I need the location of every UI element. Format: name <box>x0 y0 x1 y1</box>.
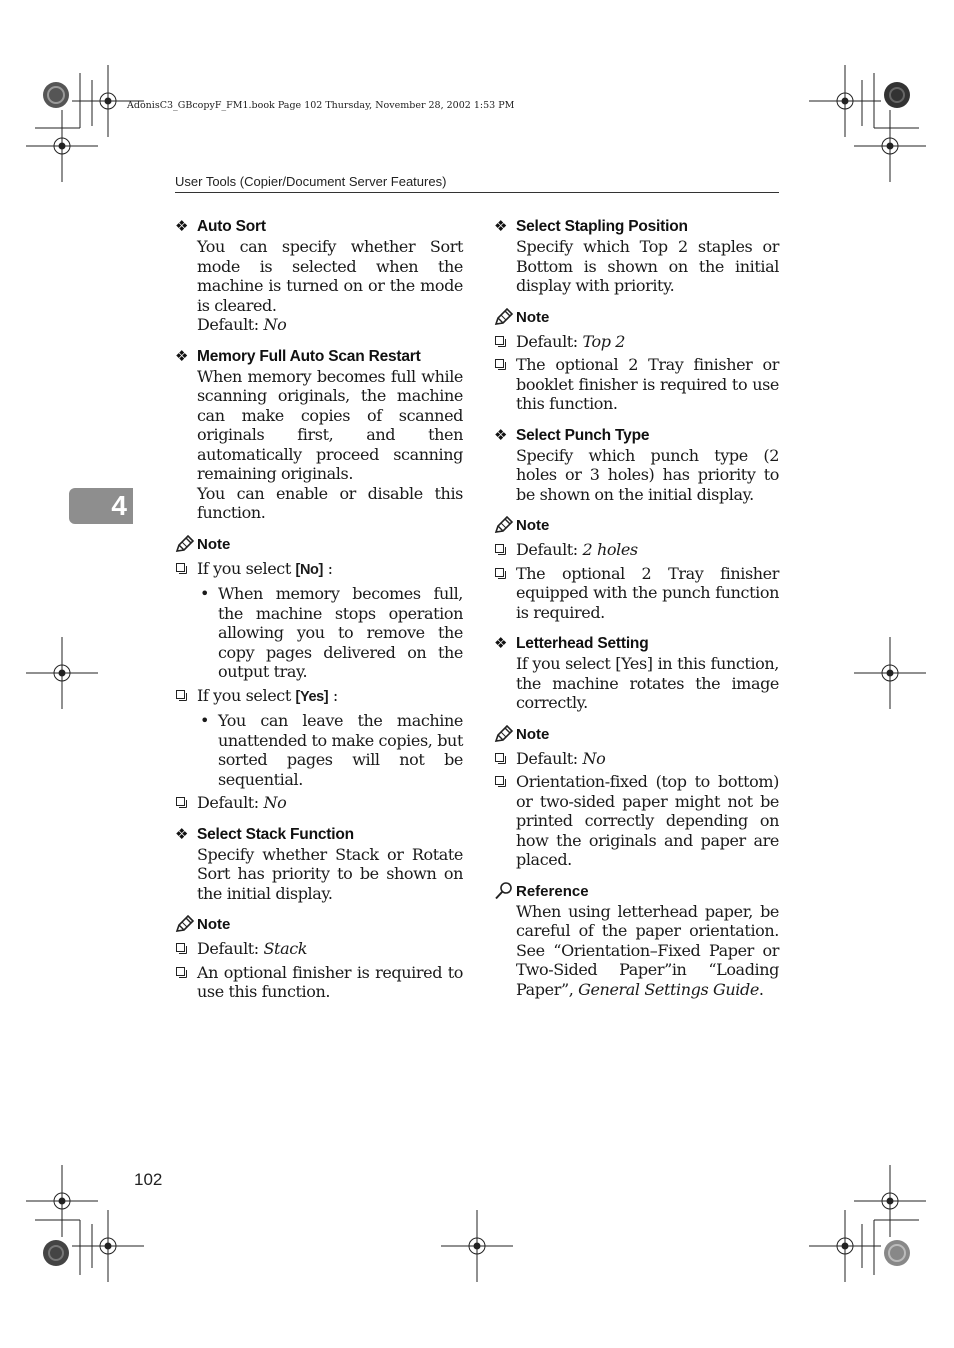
register-cross-icon <box>26 1165 98 1237</box>
reference-link: General Settings Guide <box>578 979 759 999</box>
checkbox-bullet-icon <box>176 943 187 954</box>
section-title: Letterhead Setting <box>516 635 649 652</box>
checkbox-bullet-icon <box>495 544 506 555</box>
default-value: No <box>263 793 287 812</box>
diamond-bullet-icon: ❖ <box>175 217 189 235</box>
tone-disc-icon <box>884 1240 910 1266</box>
register-cross-icon <box>72 1210 144 1282</box>
checkbox-bullet-icon <box>495 776 506 787</box>
default-value: Stack <box>263 939 308 958</box>
note-heading: Note <box>175 914 463 935</box>
note-item: An optional finisher is required to use this function. <box>175 963 463 1002</box>
section-letterhead <box>494 633 779 999</box>
register-cross-icon <box>854 1165 926 1237</box>
register-cross-icon <box>26 637 98 709</box>
section-body: Specify whether Stack or Rotate Sort has priority to be shown on the initial display. <box>197 844 463 903</box>
header-rule <box>175 192 779 193</box>
key-yes: [Yes] <box>295 688 329 705</box>
diamond-bullet-icon: ❖ <box>494 217 508 235</box>
pencil-note-icon <box>175 915 195 933</box>
page-number: 102 <box>134 1170 163 1189</box>
checkbox-bullet-icon <box>495 753 506 764</box>
right-column <box>494 216 779 1010</box>
section-body: You can enable or disable this function. <box>197 483 463 522</box>
running-header: User Tools (Copier/Document Server Features) <box>175 174 447 189</box>
pencil-note-icon <box>494 308 514 326</box>
section-title: Select Stack Function <box>197 825 354 843</box>
section-punch <box>494 425 779 623</box>
bullet-dot-icon: • <box>200 711 210 730</box>
register-cross-icon <box>441 1210 513 1282</box>
section-title: Select Punch Type <box>516 426 650 444</box>
checkbox-bullet-icon <box>176 563 187 574</box>
note-item: If you select [No] : <box>175 559 463 581</box>
checkbox-bullet-icon <box>176 797 187 808</box>
tone-disc-icon <box>43 1240 69 1266</box>
section-body: You can specify whether Sort mode is selected when the machine is turned on or the mode is cleared. <box>197 237 463 315</box>
checkbox-bullet-icon <box>495 359 506 370</box>
bullet-dot-icon: • <box>200 584 210 603</box>
default-value: 2 holes <box>582 540 638 559</box>
note-item: Default: No <box>494 749 779 769</box>
section-memory-full <box>175 346 463 813</box>
tone-disc-icon <box>43 82 69 108</box>
pencil-note-icon <box>175 535 195 553</box>
note-item: Orientation-fixed (top to bottom) or two-sided paper might not be printed correctly depending on how the originals and paper are placed. <box>494 772 779 870</box>
note-heading: Note <box>494 724 779 745</box>
chapter-tab: 4 <box>69 488 133 524</box>
pencil-note-icon <box>494 516 514 534</box>
section-auto-sort <box>175 216 463 335</box>
pencil-note-icon <box>494 725 514 743</box>
section-title: Select Stapling Position <box>516 218 688 235</box>
key-no: [No] <box>295 561 323 578</box>
diamond-bullet-icon: ❖ <box>175 824 189 843</box>
section-body: Specify which punch type (2 holes or 3 holes) has priority to be shown on the initial display. <box>516 445 779 504</box>
default-value: No <box>263 315 287 334</box>
left-column <box>175 216 463 1013</box>
note-heading: Note <box>494 307 779 328</box>
default-value: No <box>582 748 606 768</box>
reference-body: When using letterhead paper, be careful of the paper orientation. See “Orientation–Fixed Paper or Two-Sided Paper”in “Loading Paper”, General Settings Guide. <box>516 901 779 999</box>
note-heading: Note <box>175 534 463 555</box>
default-value: Top 2 <box>582 331 626 351</box>
section-title: Memory Full Auto Scan Restart <box>197 347 421 365</box>
note-item: Default: No <box>175 793 463 813</box>
section-body: When memory becomes full while scanning originals, the machine can make copies of scanned originals first, and then automatically proceed scanning remaining originals. <box>197 366 463 483</box>
note-item: The optional 2 Tray finisher equipped with the punch function is required. <box>494 564 779 623</box>
note-item: Default: Top 2 <box>494 332 779 352</box>
section-body: If you select [Yes] in this function, the machine rotates the image correctly. <box>516 654 779 712</box>
magnifier-reference-icon <box>494 882 514 900</box>
note-subitem: • You can leave the machine unattended to make copies, but sorted pages will not be sequential. <box>200 711 463 789</box>
diamond-bullet-icon: ❖ <box>494 634 508 652</box>
diamond-bullet-icon: ❖ <box>494 425 508 444</box>
file-info: AdonisC3_GBcopyF_FM1.book Page 102 Thursday, November 28, 2002 1:53 PM <box>127 100 515 111</box>
diamond-bullet-icon: ❖ <box>175 346 189 365</box>
default-line: Default: No <box>197 315 287 334</box>
checkbox-bullet-icon <box>495 336 506 347</box>
section-body: Specify which Top 2 staples or Bottom is shown on the initial display with priority. <box>516 237 779 295</box>
checkbox-bullet-icon <box>176 690 187 701</box>
section-stapling <box>494 216 779 414</box>
note-item: Default: Stack <box>175 939 463 959</box>
register-cross-icon <box>809 65 881 137</box>
register-cross-icon <box>26 110 98 182</box>
section-stack <box>175 824 463 1002</box>
checkbox-bullet-icon <box>495 568 506 579</box>
note-subitem: • When memory becomes full, the machine stops operation allowing you to remove the copy pages delivered on the output tray. <box>200 584 463 681</box>
checkbox-bullet-icon <box>176 967 187 978</box>
register-cross-icon <box>854 110 926 182</box>
note-heading: Note <box>494 515 779 536</box>
note-item: Default: 2 holes <box>494 540 779 560</box>
register-cross-icon <box>854 637 926 709</box>
reference-heading: Reference <box>494 881 779 902</box>
tone-disc-icon <box>884 82 910 108</box>
note-item: The optional 2 Tray finisher or booklet finisher is required to use this function. <box>494 355 779 414</box>
section-title: Auto Sort <box>197 218 266 235</box>
note-item: If you select [Yes] : <box>175 686 463 708</box>
register-cross-icon <box>809 1210 881 1282</box>
